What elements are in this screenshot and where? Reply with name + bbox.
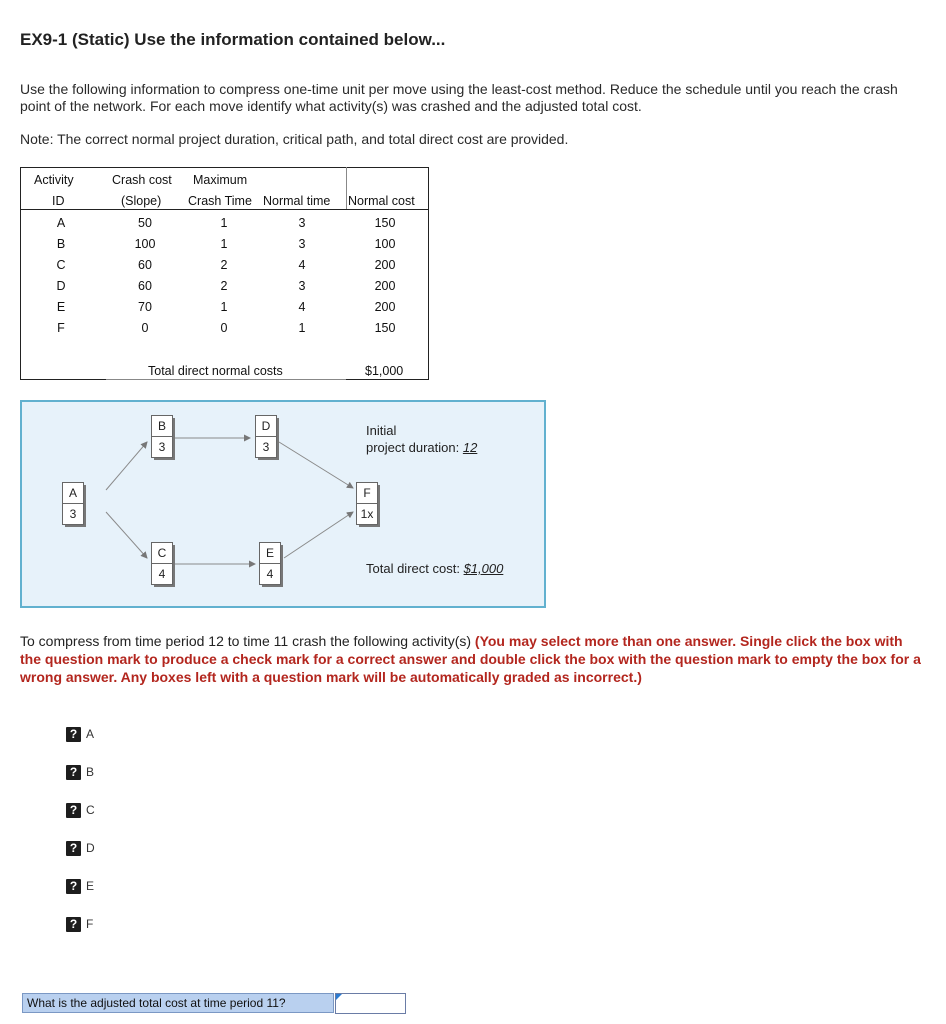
question-mark-checkbox[interactable]: ? — [66, 727, 81, 742]
arrow-a-to-c — [106, 512, 147, 558]
option-d[interactable] — [66, 840, 95, 856]
option-label: A — [86, 727, 95, 741]
node-e-duration: 4 — [259, 563, 281, 585]
activity-table: Activity Crash cost Maximum ID (Slope) Crash Time Normal time Normal cost A 50 1 3 150 B 100 1 3 100 C 60 2 4 200 D 60 2 3 200 E 70 1 4 200 F 0 0 1 150 Total direct normal costs $1,000 — [20, 167, 429, 380]
option-c[interactable] — [66, 802, 95, 818]
node-c-id: C — [151, 542, 173, 564]
arrow-d-to-f — [279, 442, 353, 488]
node-e — [259, 542, 281, 586]
node-d-duration: 3 — [255, 436, 277, 458]
option-a[interactable] — [66, 726, 94, 742]
exercise-title: EX9-1 (Static) Use the information contained below... — [20, 30, 446, 49]
option-label: B — [86, 765, 95, 779]
question-mark-checkbox[interactable]: ? — [66, 803, 81, 818]
project-duration-value: 12 — [462, 440, 478, 455]
option-label: C — [86, 803, 95, 817]
adjusted-total-cost-input[interactable] — [335, 993, 406, 1014]
option-f[interactable] — [66, 916, 93, 932]
arrow-e-to-f — [284, 512, 353, 558]
col-header-crash-time: Crash Time — [188, 194, 252, 208]
option-label: F — [86, 917, 94, 931]
arrow-a-to-b — [106, 442, 147, 490]
col-header-crash-cost: Crash cost — [112, 173, 172, 187]
option-e[interactable] — [66, 878, 94, 894]
option-label: E — [86, 879, 95, 893]
question-mark-checkbox[interactable]: ? — [66, 841, 81, 856]
node-d-id: D — [255, 415, 277, 437]
total-direct-cost-label: Total direct cost: $1,000 — [366, 561, 504, 576]
question-instruction: (You may select more than one answer. Single click the box with the question mark to produce a check mark for a correct answer and double click the box with the question mark to empty the box for a wrong answer. Any boxes left with a question mark will be automatically graded as incorrect.) — [20, 633, 921, 685]
col-header-slope: (Slope) — [121, 194, 162, 208]
node-f — [356, 482, 378, 526]
node-c — [151, 542, 173, 586]
question-mark-checkbox[interactable]: ? — [66, 765, 81, 780]
total-direct-normal-costs-label: Total direct normal costs — [148, 364, 283, 378]
node-d — [255, 415, 277, 459]
total-direct-cost-value: $1,000 — [463, 561, 504, 576]
project-network-diagram — [20, 400, 546, 608]
option-label: D — [86, 841, 95, 855]
option-b[interactable] — [66, 764, 94, 780]
question-mark-checkbox[interactable]: ? — [66, 917, 81, 932]
col-header-activity: Activity — [34, 173, 74, 187]
node-c-duration: 4 — [151, 563, 173, 585]
answer-flag-icon — [336, 994, 342, 1000]
question-mark-checkbox[interactable]: ? — [66, 879, 81, 894]
project-duration-label: project duration: 12 — [366, 440, 478, 455]
adjusted-total-cost-question: What is the adjusted total cost at time period 11? — [22, 993, 334, 1013]
node-a — [62, 482, 84, 526]
crash-question — [20, 632, 925, 686]
total-direct-normal-costs-value: $1,000 — [365, 364, 404, 378]
col-header-id: ID — [52, 194, 65, 208]
node-f-id: F — [356, 482, 378, 504]
node-b-id: B — [151, 415, 173, 437]
node-e-id: E — [259, 542, 281, 564]
network-arrows — [22, 402, 548, 610]
question-text: To compress from time period 12 to time 11 crash the following activity(s) — [20, 633, 475, 649]
initial-label: Initial — [366, 423, 397, 438]
node-f-duration: 1x — [356, 503, 378, 525]
node-b-duration: 3 — [151, 436, 173, 458]
note-text: Note: The correct normal project duration, critical path, and total direct cost are provided. — [20, 131, 569, 147]
col-header-maximum: Maximum — [193, 173, 248, 187]
instructions-text: Use the following information to compress one-time unit per move using the least-cost method. Reduce the schedule until you reach the crash point of the network. For each move identify what activity(s) was crashed and the adjusted total cost. — [20, 81, 898, 114]
node-b — [151, 415, 173, 459]
node-a-duration: 3 — [62, 503, 84, 525]
col-header-normal-time: Normal time — [263, 194, 331, 208]
col-header-normal-cost: Normal cost — [348, 194, 415, 208]
node-a-id: A — [62, 482, 84, 504]
